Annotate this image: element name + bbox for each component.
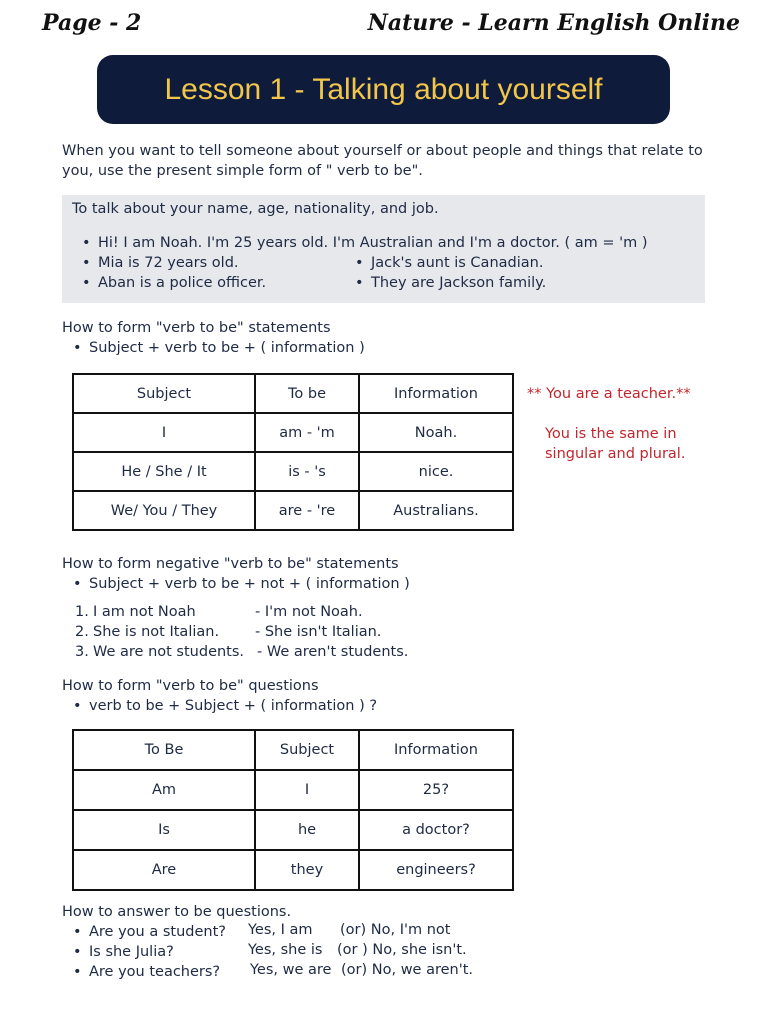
answer-no: (or) No, we aren't. — [341, 962, 474, 978]
table-cell: Am — [73, 770, 255, 810]
lesson-title-banner — [97, 55, 670, 124]
table-cell: nice. — [359, 452, 513, 491]
example-text: • Jack's aunt is Canadian. — [371, 253, 543, 273]
note-example: ** You are a teacher.** — [527, 386, 691, 402]
answer-no: (or ) No, she isn't. — [337, 942, 467, 958]
table-cell: I — [73, 413, 255, 452]
answer-yes: Yes, she is — [248, 942, 323, 958]
list-item: We are not students. — [93, 644, 245, 660]
table-cell: engineers? — [359, 850, 513, 890]
table-row — [73, 770, 513, 810]
table-row — [73, 850, 513, 890]
site-name: Nature - Learn English Online — [367, 10, 740, 36]
answer-yes: Yes, I am — [248, 922, 313, 938]
table-cell: Subject — [73, 374, 255, 413]
table-row — [73, 452, 513, 491]
table-cell: Australians. — [359, 491, 513, 530]
table-cell: 25? — [359, 770, 513, 810]
table-cell: I — [255, 770, 359, 810]
negative-formula: • Subject + verb to be + not + ( information ) — [89, 574, 410, 594]
table-row — [73, 810, 513, 850]
table-cell: We/ You / They — [73, 491, 255, 530]
answer-question: • Is she Julia? — [89, 942, 174, 962]
table-cell: they — [255, 850, 359, 890]
table-cell: Are — [73, 850, 255, 890]
intro-paragraph: When you want to tell someone about yourself or about people and things that relate to you, use the present simple form of " verb to be". — [62, 143, 703, 179]
note-line: singular and plural. — [545, 446, 686, 462]
table-row — [73, 413, 513, 452]
note-line: You is the same in — [545, 426, 677, 442]
list-item: I am not Noah — [93, 604, 196, 620]
table-cell: To be — [255, 374, 359, 413]
questions-heading: How to form "verb to be" questions — [62, 678, 319, 694]
table-cell: Information — [359, 730, 513, 770]
answer-no: (or) No, I'm not — [340, 922, 451, 938]
table-row — [73, 730, 513, 770]
answer-question: • Are you a student? — [89, 922, 226, 942]
example-bullet: • Hi! I am Noah. I'm 25 years old. I'm Australian and I'm a doctor. ( am = 'm ) — [98, 233, 648, 253]
answers-heading: How to answer to be questions. — [62, 904, 292, 920]
example-bullet: • Mia is 72 years old. — [98, 253, 239, 273]
table-cell: am - 'm — [255, 413, 359, 452]
page-number: Page - 2 — [42, 10, 142, 36]
examples-box — [62, 195, 705, 303]
answer-question: • Are you teachers? — [89, 962, 220, 982]
table-cell: Subject — [255, 730, 359, 770]
examples-heading: To talk about your name, age, nationality, and job. — [72, 201, 439, 217]
table-cell: is - 's — [255, 452, 359, 491]
statements-formula: • Subject + verb to be + ( information ) — [89, 338, 365, 358]
table-cell: are - 're — [255, 491, 359, 530]
questions-formula: • verb to be + Subject + ( information ) ? — [89, 696, 377, 716]
table-cell: Noah. — [359, 413, 513, 452]
table-cell: Information — [359, 374, 513, 413]
table-cell: He / She / It — [73, 452, 255, 491]
example-text: • They are Jackson family. — [371, 273, 546, 293]
list-number: 1. — [75, 604, 89, 620]
list-item: - I'm not Noah. — [255, 604, 363, 620]
list-item: - She isn't Italian. — [255, 624, 382, 640]
statements-heading: How to form "verb to be" statements — [62, 320, 331, 336]
negative-heading: How to form negative "verb to be" statements — [62, 556, 399, 572]
table-cell: a doctor? — [359, 810, 513, 850]
statements-table — [72, 373, 514, 531]
table-cell: he — [255, 810, 359, 850]
table-cell: Is — [73, 810, 255, 850]
table-cell: To Be — [73, 730, 255, 770]
list-item: She is not Italian. — [93, 624, 220, 640]
list-number: 3. — [75, 644, 89, 660]
answer-yes: Yes, we are — [250, 962, 332, 978]
list-number: 2. — [75, 624, 89, 640]
table-row — [73, 491, 513, 530]
questions-table — [72, 729, 514, 891]
table-row — [73, 374, 513, 413]
lesson-title: Lesson 1 - Talking about yourself — [164, 72, 603, 106]
example-bullet: • Aban is a police officer. — [98, 273, 266, 293]
list-item: - We aren't students. — [257, 644, 409, 660]
